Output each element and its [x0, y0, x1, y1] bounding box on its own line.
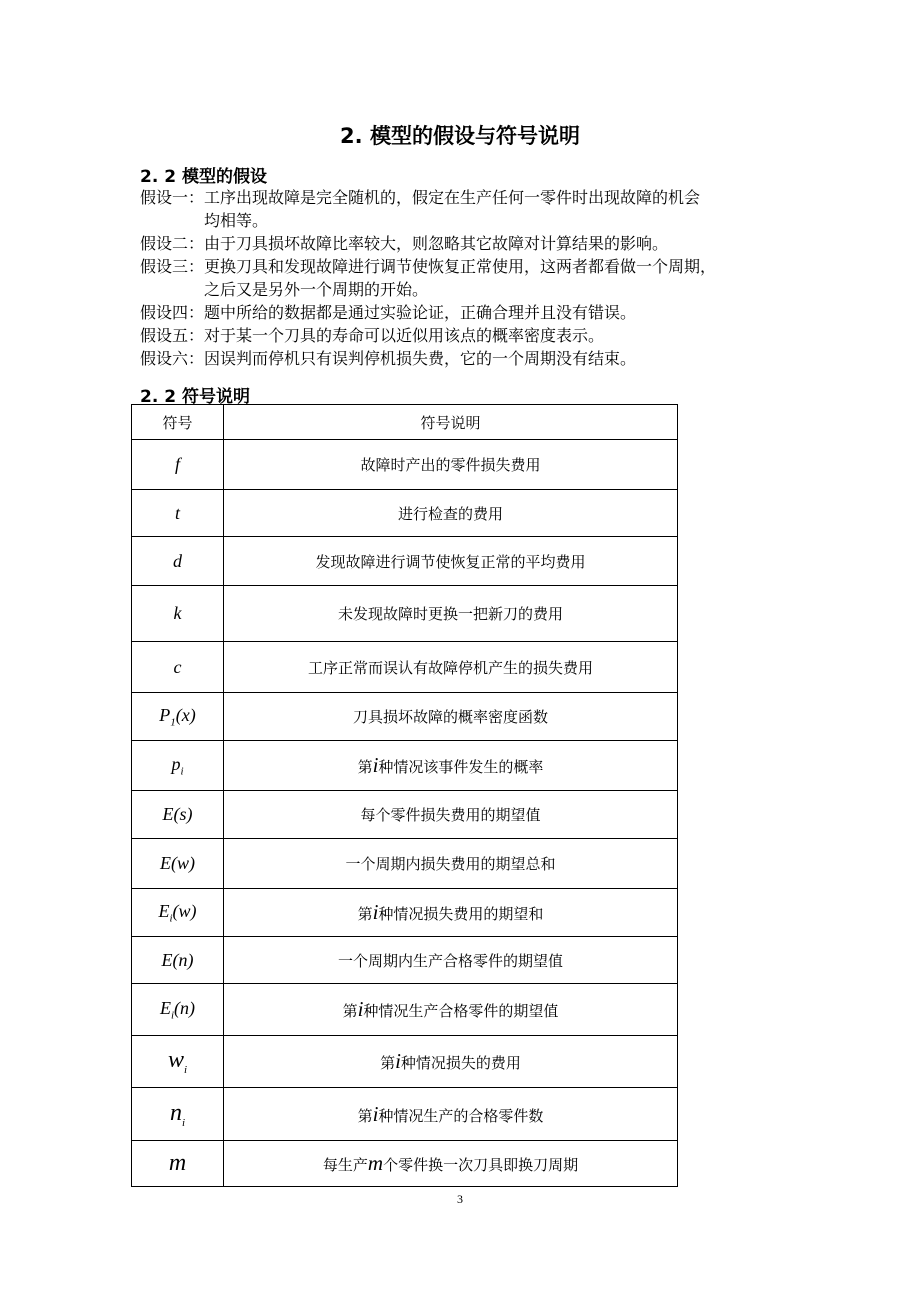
assumption-4: 假设四：题中所给的数据都是通过实验论证，正确合理并且没有错误。 [140, 303, 637, 322]
table-row [132, 537, 678, 586]
symbol-cell: t [132, 490, 224, 537]
table-row [132, 1088, 678, 1141]
assumption-6: 假设六：因误判而停机只有误判停机损失费，它的一个周期没有结束。 [140, 349, 637, 368]
description-cell: 第i种情况该事件发生的概率 [224, 741, 678, 791]
table-row [132, 889, 678, 937]
description-cell: 进行检查的费用 [224, 490, 678, 537]
symbol-table [131, 404, 678, 1187]
symbol-cell: $n_i$ [132, 1088, 224, 1141]
header-symbol: 符号 [132, 405, 224, 440]
table-row [132, 1141, 678, 1187]
description-cell: 刀具损坏故障的概率密度函数 [224, 693, 678, 741]
symbol-cell: $E_i(w)$ [132, 889, 224, 937]
description-cell: 一个周期内生产合格零件的期望值 [224, 937, 678, 984]
assumption-1: 假设一：工序出现故障是完全随机的，假定在生产任何一零件时出现故障的机会 [140, 188, 701, 207]
assumption-3-cont: 之后又是另外一个周期的开始。 [204, 280, 429, 299]
description-cell: 每生产m个零件换一次刀具即换刀周期 [224, 1141, 678, 1187]
header-description: 符号说明 [224, 405, 678, 440]
assumption-2: 假设二：由于刀具损坏故障比率较大，则忽略其它故障对计算结果的影响。 [140, 234, 669, 253]
description-cell: 第i种情况生产的合格零件数 [224, 1088, 678, 1141]
description-cell: 一个周期内损失费用的期望总和 [224, 839, 678, 889]
table-row [132, 839, 678, 889]
symbol-cell: $E_i(n)$ [132, 984, 224, 1036]
table-row [132, 490, 678, 537]
symbol-cell: $w_i$ [132, 1036, 224, 1088]
symbol-cell: $P_1(x)$ [132, 693, 224, 741]
symbol-cell: $p_i$ [132, 741, 224, 791]
symbol-cell: c [132, 642, 224, 693]
table-row [132, 937, 678, 984]
description-cell: 发现故障进行调节使恢复正常的平均费用 [224, 537, 678, 586]
description-cell: 未发现故障时更换一把新刀的费用 [224, 586, 678, 642]
table-row [132, 1036, 678, 1088]
table-row [132, 586, 678, 642]
assumption-1-cont: 均相等。 [204, 211, 269, 230]
symbol-cell: E(n) [132, 937, 224, 984]
symbol-cell: m [132, 1141, 224, 1187]
assumption-3: 假设三：更换刀具和发现故障进行调节使恢复正常使用，这两者都看做一个周期， [140, 257, 717, 276]
description-cell: 每个零件损失费用的期望值 [224, 791, 678, 839]
assumptions-list [140, 186, 800, 370]
assumptions-heading: 2. 2 模型的假设 [140, 167, 267, 187]
description-cell: 第i种情况损失的费用 [224, 1036, 678, 1088]
description-cell: 第i种情况生产合格零件的期望值 [224, 984, 678, 1036]
description-cell: 故障时产出的零件损失费用 [224, 440, 678, 490]
page-number: 3 [457, 1192, 463, 1206]
table-row [132, 440, 678, 490]
description-cell: 工序正常而误认有故障停机产生的损失费用 [224, 642, 678, 693]
symbol-cell: d [132, 537, 224, 586]
table-row [132, 642, 678, 693]
section-title: 2. 模型的假设与符号说明 [340, 124, 580, 148]
table-header-row [132, 405, 678, 440]
symbol-cell: k [132, 586, 224, 642]
symbols-heading: 2. 2 符号说明 [140, 387, 250, 407]
symbol-cell: E(s) [132, 791, 224, 839]
symbol-cell: f [132, 440, 224, 490]
table-row [132, 984, 678, 1036]
description-cell: 第i种情况损失费用的期望和 [224, 889, 678, 937]
table-row [132, 693, 678, 741]
symbol-cell: E(w) [132, 839, 224, 889]
table-row [132, 741, 678, 791]
table-row [132, 791, 678, 839]
assumption-5: 假设五：对于某一个刀具的寿命可以近似用该点的概率密度表示。 [140, 326, 605, 345]
